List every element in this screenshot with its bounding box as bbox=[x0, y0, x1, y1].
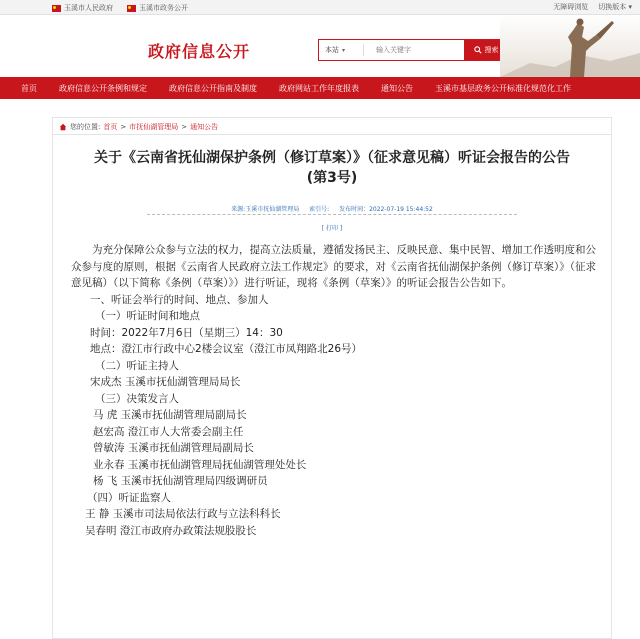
article-line: 马 虎 玉溪市抚仙湖管理局副局长 bbox=[93, 409, 247, 421]
article-line: 杨 飞 玉溪市抚仙湖管理局四级调研员 bbox=[93, 475, 268, 487]
home-icon bbox=[59, 123, 67, 131]
subsection-heading: （三）决策发言人 bbox=[95, 392, 179, 405]
nav-item-notices[interactable]: 通知公告 bbox=[381, 83, 413, 93]
statue-banner-image bbox=[500, 15, 640, 77]
subsection-heading: （四）听证监察人 bbox=[87, 491, 171, 504]
article-line: 时间：2022年7月6日（星期三）14：30 bbox=[90, 326, 283, 339]
main-nav bbox=[0, 77, 640, 99]
search-input[interactable] bbox=[374, 45, 470, 55]
print-button[interactable]: [ 打印 ] bbox=[321, 225, 343, 232]
gov-link[interactable]: 玉溪市人民政府 bbox=[52, 3, 113, 13]
article-line: 宋成杰 玉溪市抚仙湖管理局局长 bbox=[90, 376, 241, 388]
accessibility-link[interactable]: 无障碍浏览 bbox=[553, 3, 589, 11]
nav-item-standardization[interactable]: 玉溪市基层政务公开标准化规范化工作 bbox=[435, 83, 571, 93]
article-date: 发布时间：2022-07-19 15:44:52 bbox=[339, 206, 433, 213]
nav-item-annual-report[interactable]: 政府网站工作年度报表 bbox=[279, 83, 359, 93]
article-line: 业永春 玉溪市抚仙湖管理局抚仙湖管理处处长 bbox=[93, 458, 307, 471]
nav-item-guide[interactable]: 政府信息公开指南及制度 bbox=[169, 83, 257, 93]
search-icon bbox=[474, 46, 482, 54]
site-title: 政府信息公开 bbox=[148, 42, 251, 61]
article-line: 吴春明 澄江市政府办政策法规股股长 bbox=[85, 524, 257, 537]
article-index: 索引号: bbox=[309, 206, 330, 213]
subsection-heading: （二）听证主持人 bbox=[95, 359, 179, 372]
chevron-down-icon: ▾ bbox=[628, 3, 632, 11]
subsection-heading: （一）听证时间和地点 bbox=[95, 310, 200, 322]
nav-item-home[interactable]: 首页 bbox=[21, 83, 37, 93]
breadcrumb-notices[interactable]: 通知公告 bbox=[190, 123, 219, 131]
breadcrumb-home[interactable]: 首页 bbox=[103, 123, 118, 131]
emblem-icon bbox=[127, 5, 136, 12]
article-line: 地点：澄江市行政中心2楼会议室（澄江市凤翔路北26号） bbox=[90, 343, 363, 355]
breadcrumb-bureau[interactable]: 市抚仙湖管理局 bbox=[129, 123, 179, 131]
nav-item-regulations[interactable]: 政府信息公开条例和规定 bbox=[59, 83, 147, 93]
content-panel bbox=[52, 117, 612, 639]
search-scope-select[interactable]: 本站 ▾ bbox=[319, 44, 364, 56]
gov-open-link[interactable]: 玉溪市政务公开 bbox=[127, 3, 188, 13]
article-line: 曾敏涛 玉溪市抚仙湖管理局副局长 bbox=[93, 442, 254, 454]
search-bar bbox=[318, 39, 508, 61]
breadcrumb: 您的位置: 首页 > 市抚仙湖管理局 > 通知公告 bbox=[59, 122, 218, 132]
top-utility-bar bbox=[0, 0, 640, 15]
article-line: 赵宏高 澄江市人大常委会副主任 bbox=[93, 425, 244, 438]
article-line: 王 静 玉溪市司法局依法行政与立法科科长 bbox=[85, 508, 281, 520]
chevron-down-icon: ▾ bbox=[342, 46, 346, 54]
article-meta bbox=[53, 204, 611, 213]
search-button[interactable]: 搜索 bbox=[464, 39, 508, 61]
version-switch[interactable]: 切换版本 ▾ bbox=[598, 3, 632, 11]
site-header bbox=[0, 15, 640, 77]
page-title: 关于《云南省抚仙湖保护条例（修订草案）》（征求意见稿）听证会报告的公告 (第3号) bbox=[94, 150, 570, 186]
article-paragraph: 为充分保障公众参与立法的权力，提高立法质量，遵循发扬民主、反映民意、集中民智、增加工作透明度和公众参与度的原则，根据《云南省人民政府立法工作规定》的要求，对《云南省抚仙湖保护条例（修订草案）》（征求意见稿）（以下简称《条例（草案）》）进行听证，现将《条例（草案）》的听证会报告公告如下。 bbox=[71, 244, 596, 289]
divider bbox=[53, 134, 611, 135]
article-source: 来源:玉溪市抚仙湖管理局 bbox=[231, 206, 300, 213]
emblem-icon bbox=[52, 5, 61, 12]
article-body bbox=[71, 242, 603, 539]
divider bbox=[147, 214, 517, 215]
section-heading: 一、听证会举行的时间、地点、参加人 bbox=[90, 293, 269, 306]
